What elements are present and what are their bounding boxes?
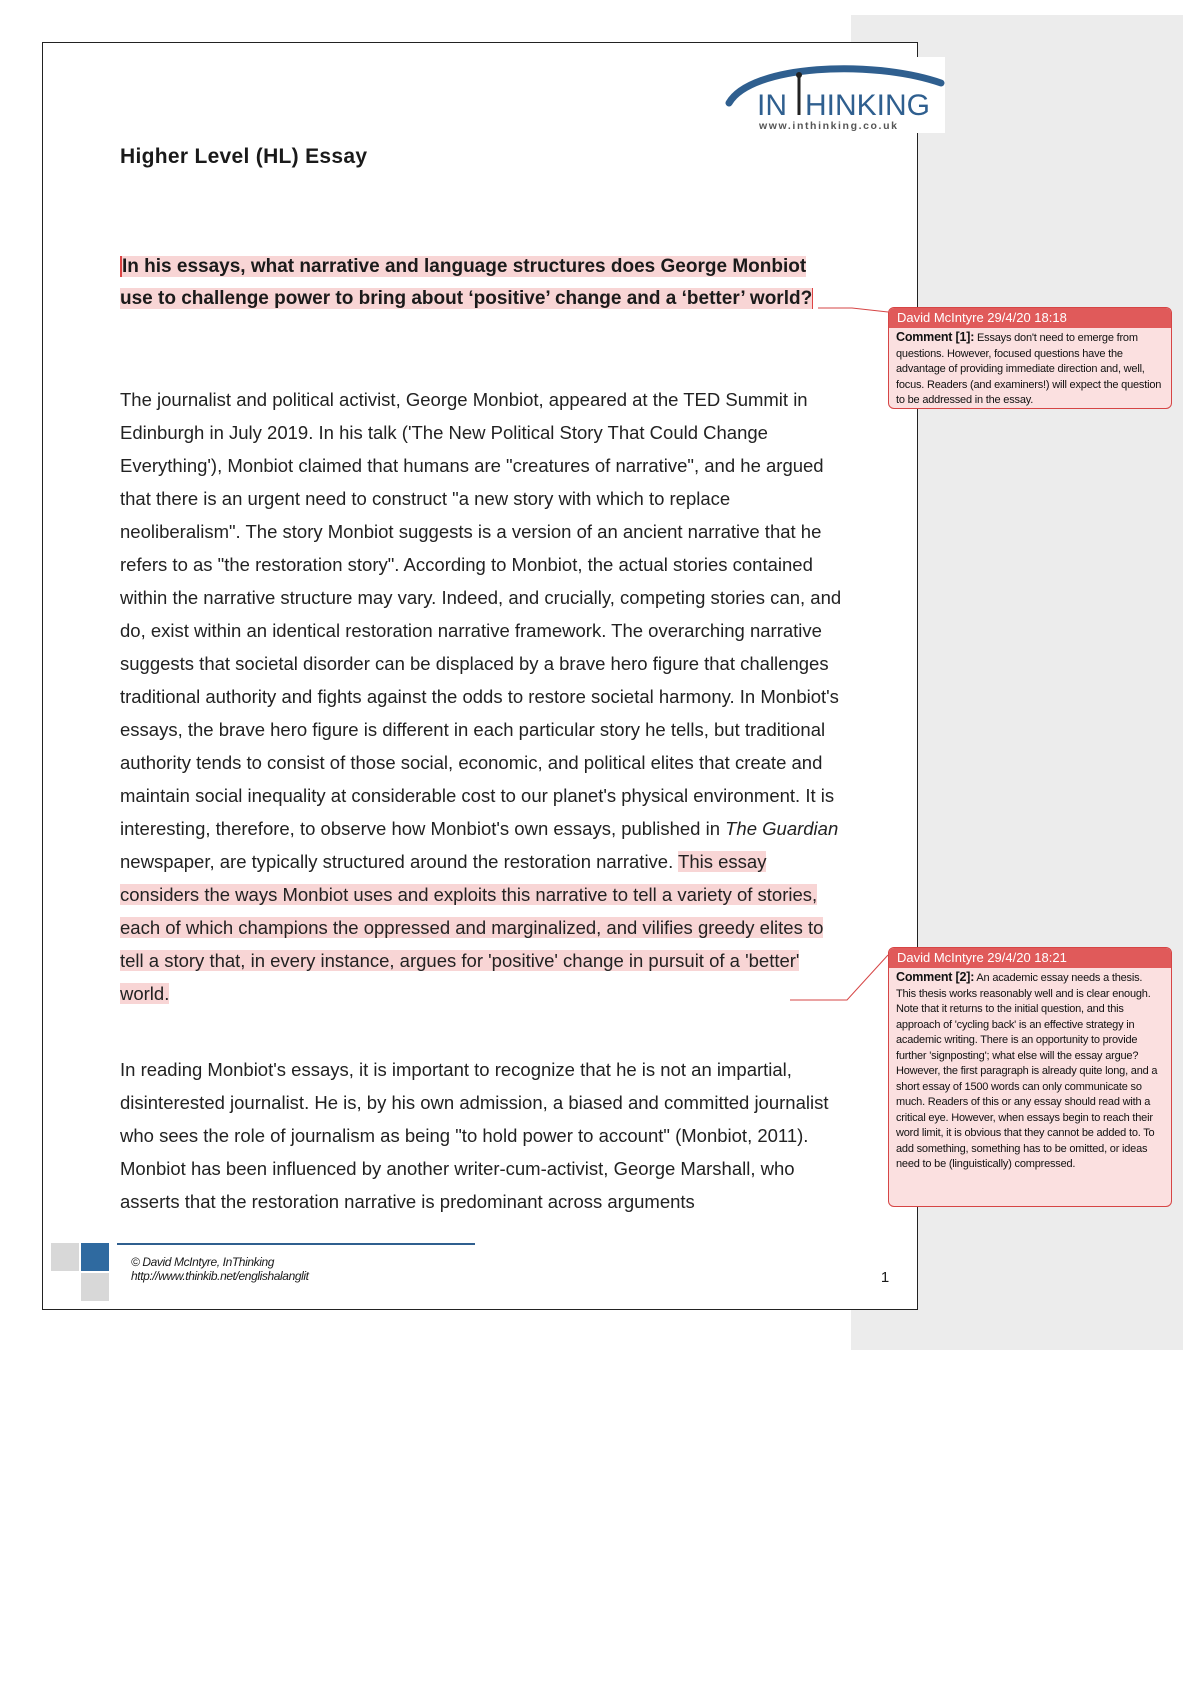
comment-balloon-1[interactable] bbox=[888, 307, 1172, 409]
logo-url: www.inthinking.co.uk bbox=[759, 120, 899, 132]
inthinking-logo bbox=[721, 57, 945, 133]
paragraph-1-text: The journalist and political activist, George Monbiot, appeared at the TED Summit in Edinburgh in July 2019. In his talk ('The New Political Story That Could Change Everything'), Monbiot claimed that humans are "creatures of narrative", and he argued that there is an urgent need to construct "a new story with which to replace neoliberalism". The story Monbiot suggests is a version of an ancient narrative that he refers to as "the restoration story". According to Monbiot, the actual stories contained within the narrative structure may vary. Indeed, and crucially, competing stories can, and do, exist within an identical restoration narrative framework. The overarching narrative suggests that societal disorder can be displaced by a brave hero figure that challenges traditional authority and fights against the odds to restore societal harmony. In Monbiot's essays, the brave hero figure is different in each particular story he tells, but traditional authority tends to consist of those social, economic, and political elites that create and maintain social inequality at considerable cost to our planet's physical environment. It is interesting, therefore, to observe how Monbiot's own essays, published in bbox=[120, 389, 842, 839]
comment-1-body bbox=[889, 328, 1171, 409]
thesis-highlight[interactable]: This essay considers the ways Monbiot uses and exploits this narrative to tell a variety of stories, each of which champions the oppressed and marginalized, and vilifies greedy elites to tell a story that, in every instance, argues for 'positive' change in pursuit of a 'better' world. bbox=[120, 851, 824, 1004]
logo-brand-left: IN bbox=[757, 89, 787, 122]
comment-2-label: Comment [2]: bbox=[896, 970, 975, 984]
footer-credit bbox=[131, 1255, 309, 1283]
paragraph-2: In reading Monbiot's essays, it is important to recognize that he is not an impartial, disinterested journalist. He is, by his own admission, a biased and committed journalist who sees the role of journalism as being "to hold power to account" (Monbiot, 2011). Monbiot has been influenced by another writer-cum-activist, George Marshall, who asserts that the restoration narrative is predominant across arguments bbox=[120, 1059, 829, 1212]
footer-copyright: © David McIntyre, InThinking bbox=[131, 1255, 275, 1269]
comment-2-header: David McIntyre 29/4/20 18:21 bbox=[889, 948, 1171, 968]
comment-2-text: An academic essay needs a thesis. This thesis works reasonably well and is clear enough. Note that it returns to the initial question, and this approach of 'cycling back' is an effective strategy in academic writing. There is an opportunity to provide further 'signposting'; what else will the essay argue? However, the first paragraph is already quite long, and a short essay of 1500 words can only communicate so much. Readers of this or any essay should read with a critical eye. However, when essays begin to reach their word limit, it is obvious that they cannot be added to. To add something, something has to be omitted, or ideas need to be (linguistically) compressed. bbox=[896, 972, 1158, 1170]
footer-decor-square-blue bbox=[81, 1243, 109, 1271]
footer-rule bbox=[117, 1243, 475, 1245]
publication-title: The Guardian bbox=[725, 818, 839, 839]
footer-decor-square bbox=[81, 1273, 109, 1301]
logo-brand-right: HINKING bbox=[805, 89, 931, 122]
comment-1-header: David McIntyre 29/4/20 18:18 bbox=[889, 308, 1171, 328]
essay-question bbox=[120, 251, 820, 315]
essay-question-highlight[interactable]: In his essays, what narrative and language structures does George Monbiot use to challenge power to bring about ‘positive’ change and a ‘better’ world? bbox=[120, 256, 813, 309]
footer-decor-square bbox=[51, 1243, 79, 1271]
paragraph-1-text-cont: newspaper, are typically structured around the restoration narrative. bbox=[120, 851, 679, 872]
footer-url: http://www.thinkib.net/englishalanglit bbox=[131, 1269, 309, 1283]
document-page bbox=[42, 42, 931, 1310]
paragraph-1 bbox=[120, 383, 850, 1010]
comment-2-body bbox=[889, 968, 1171, 1177]
comment-1-label: Comment [1]: bbox=[896, 330, 975, 344]
logo-graphic bbox=[721, 57, 945, 133]
page-number: 1 bbox=[880, 1269, 890, 1286]
comment-1-text: Essays don't need to emerge from questions. However, focused questions have the advantage of providing immediate direction and, well, focus. Readers (and examiners!) will expect the question to be addressed in the essay. bbox=[896, 332, 1162, 406]
page-title: Higher Level (HL) Essay bbox=[120, 145, 368, 168]
comment-balloon-2[interactable] bbox=[888, 947, 1172, 1207]
